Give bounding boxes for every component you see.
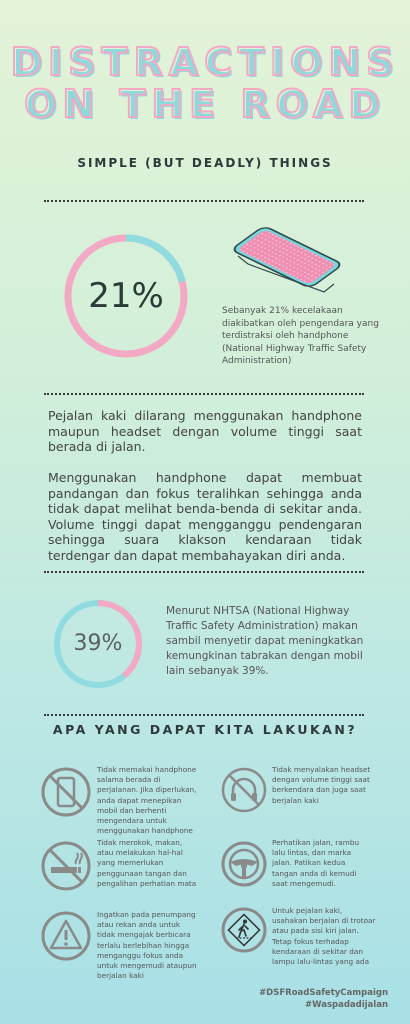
tip-1-text: Tidak memakai handphone salama berada di perjalanan. Jika diperlukan, anda dapat menepikan mobil dan berhenti mengendara untuk menggunakan handphone bbox=[97, 765, 197, 836]
hashtag-waspada[interactable]: #Waspadadijalan bbox=[305, 1000, 388, 1010]
phone-icon bbox=[226, 220, 348, 294]
hashtag-campaign[interactable]: #DSFRoadSafetyCampaign bbox=[259, 988, 388, 998]
tips-title: APA YANG DAPAT KITA LAKUKAN? bbox=[52, 722, 358, 737]
title-line-2: ON THE ROAD bbox=[24, 82, 386, 126]
stat1-description: Sebanyak 21% kecelakaan diakibatkan oleh pengendara yang terdistraksi oleh handphone (National Highway Traffic Safety Administration) bbox=[222, 306, 379, 366]
no-phone-icon bbox=[40, 766, 92, 818]
divider bbox=[44, 571, 364, 573]
divider bbox=[44, 200, 364, 202]
tip-3-text: Tidak merokok, makan, atau melakukan hal-hal yang memerlukan penggunaan tangan dan pengalihan perhatian mata bbox=[97, 838, 197, 888]
hashtags bbox=[259, 987, 388, 1011]
pedestrian-crossing-icon bbox=[220, 906, 268, 954]
stat2-description: Menurut NHTSA (National Highway Traffic Safety Administration) makan sambil menyetir dapat meningkatkan kemungkinan tabrakan dengan mobil lain sebanyak 39%. bbox=[166, 605, 364, 677]
warning-icon bbox=[40, 910, 92, 962]
tip-6-text: Untuk pejalan kaki, usahakan berjalan di trotoar atau pada sisi kiri jalan. Tetap fokus terhadap kendaraan di sekitar dan lampu lalu-lintas yang ada bbox=[272, 906, 376, 967]
subtitle: SIMPLE (BUT DEADLY) THINGS bbox=[77, 156, 333, 170]
tip-5-text: Ingatkan pada penumpang atau rekan anda untuk tidak mengajak berbicara terlalu berlebihan hingga menganggu fokus anda untuk mengemudi ataupun berjalan kaki bbox=[97, 910, 197, 981]
steering-wheel-icon bbox=[220, 840, 268, 888]
no-smoking-icon bbox=[40, 840, 92, 892]
divider bbox=[44, 714, 364, 716]
stat2-value: 39% bbox=[73, 631, 123, 656]
no-headphones-icon bbox=[220, 766, 268, 814]
paragraph-2: Menggunakan handphone dapat membuat pandangan dan fokus teralihkan sehingga anda tidak dapat melihat benda-benda di sekitar anda. Volume tinggi dapat mengganggu pendengaran sehingga suara klakson kendaraan tidak terdengar dan dapat membahayakan diri anda. bbox=[48, 470, 362, 563]
tip-2-text: Tidak menyalakan headset dengan volume tinggi saat berkendara dan juga saat berjalan kaki bbox=[272, 765, 371, 805]
stat1-value: 21% bbox=[88, 276, 164, 316]
title-line-1: DISTRACTIONS bbox=[10, 40, 400, 84]
tip-4-text: Perhatikan jalan, rambu lalu lintas, dan marka jalan. Patikan kedua tangan anda di kemudi saat mengemudi. bbox=[272, 838, 360, 888]
paragraph-1: Pejalan kaki dilarang menggunakan handphone maupun headset dengan volume tinggi saat berada di jalan. bbox=[48, 408, 362, 454]
divider bbox=[44, 393, 364, 395]
